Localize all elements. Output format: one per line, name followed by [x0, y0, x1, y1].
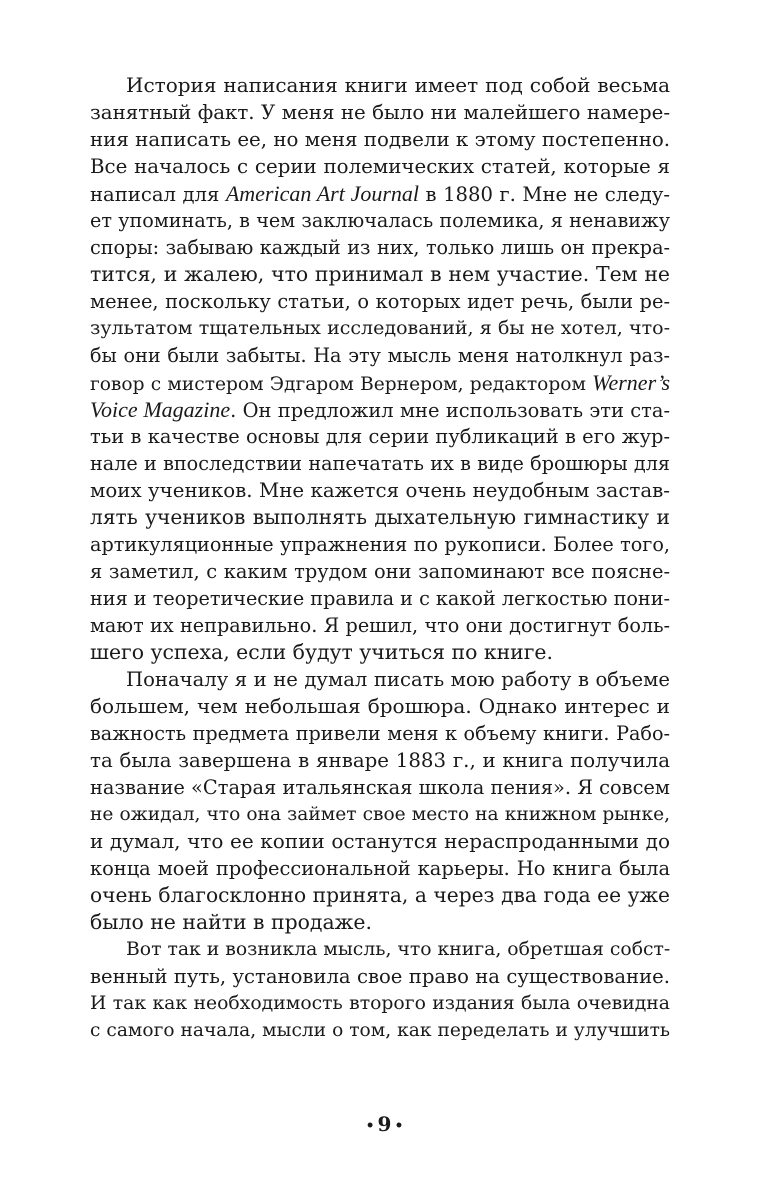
- text-line: [90, 882, 670, 909]
- text-segment: не ожидал, что она займет свое место на книжном рынке,: [90, 804, 670, 825]
- text-line: [90, 774, 670, 801]
- text-segment: шего успеха, если будут учиться по книге.: [90, 640, 553, 664]
- text-line: [90, 1017, 670, 1044]
- page-body: [90, 72, 670, 1044]
- text-segment: та была завершена в январе 1883 г., и книга получила: [90, 749, 670, 772]
- text-line: [90, 477, 670, 504]
- text-line: [90, 747, 670, 774]
- text-segment: И так как необходимость второго издания была очевидна: [90, 993, 670, 1014]
- text-line: [90, 963, 670, 990]
- text-segment: . Он предложил мне использовать эти ста-: [230, 399, 670, 422]
- text-segment: лять учеников выполнять дыхательную гимнастику и: [90, 505, 670, 529]
- text-segment: очень благосклонно принята, а через два года ее уже: [90, 883, 670, 907]
- text-line: [90, 936, 670, 963]
- page-number: [0, 1112, 769, 1136]
- text-segment: написал для: [90, 183, 226, 206]
- text-line: [90, 207, 670, 234]
- text-segment: венный путь, установила свое право на существование.: [90, 965, 670, 988]
- text-line: [90, 666, 670, 693]
- text-line: [90, 801, 670, 828]
- text-segment: ния и теоретические правила и с какой легкостью пони-: [90, 587, 670, 610]
- text-line: [90, 315, 670, 342]
- text-line: [90, 261, 670, 288]
- text-segment: было не найти в продаже.: [90, 910, 372, 934]
- text-line: [90, 828, 670, 855]
- text-line: [90, 612, 670, 639]
- text-line: [90, 693, 670, 720]
- text-segment: тится, и жалею, что принимал в нем участие. Тем не: [90, 262, 670, 286]
- text-segment: Вот так и возникла мысль, что книга, обретшая собст-: [126, 939, 671, 960]
- text-segment: Все началось с серии полемических статей, которые я: [90, 155, 670, 178]
- text-line: [90, 126, 670, 153]
- text-line: [90, 423, 670, 450]
- text-line: [90, 450, 670, 477]
- text-segment: менее, поскольку статьи, о которых идет речь, были ре-: [90, 290, 670, 313]
- text-line: [90, 396, 670, 423]
- text-line: [90, 909, 670, 936]
- text-segment: конца моей профессиональной карьеры. Но книга была: [90, 857, 670, 880]
- page-number-value: 9: [377, 1112, 392, 1136]
- text-segment: артикуляционные упражнения по рукописи. Более того,: [90, 533, 670, 556]
- text-segment: мают их неправильно. Я решил, что они достигнут боль-: [90, 614, 670, 637]
- text-segment: нале и впоследствии напечатать их в виде брошюры для: [90, 452, 670, 475]
- italic-title: Voice Magazine: [90, 397, 231, 422]
- text-segment: название «Старая итальянская школа пения». Я совсем: [90, 776, 670, 799]
- text-line: [90, 369, 670, 396]
- text-segment: ния написать ее, но меня подвели к этому постепенно.: [90, 128, 671, 151]
- text-segment: с самого начала, мысли о том, как переделать и улучшить: [90, 1020, 670, 1041]
- text-segment: бы они были забыты. На эту мысль меня натолкнул раз-: [90, 344, 670, 367]
- text-segment: важность предмета привели меня к объему книги. Рабо-: [90, 722, 670, 745]
- italic-title: American Art Journal: [225, 181, 420, 206]
- text-line: [90, 99, 670, 126]
- text-segment: моих учеников. Мне кажется очень неудобным застав-: [90, 479, 670, 502]
- text-segment: большем, чем небольшая брошюра. Однако интерес и: [90, 694, 670, 718]
- text-segment: споры: забываю каждый из них, только лишь он прекра-: [90, 236, 670, 259]
- text-segment: и думал, что ее копии останутся нераспроданными до: [90, 829, 670, 853]
- text-line: [90, 72, 670, 99]
- text-segment: говор с мистером Эдгаром Вернером, редактором: [90, 374, 593, 395]
- text-line: [90, 855, 670, 882]
- text-line: [90, 504, 670, 531]
- text-segment: в 1880 г. Мне не следу-: [419, 183, 670, 206]
- text-line: [90, 990, 670, 1017]
- text-segment: я заметил, с каким трудом они запоминают все поясне-: [90, 560, 670, 583]
- bullet-right-icon: •: [394, 1117, 404, 1134]
- text-line: [90, 153, 670, 180]
- text-line: [90, 180, 670, 207]
- text-segment: занятный факт. У меня не было ни малейшего намере-: [90, 101, 670, 124]
- text-segment: тьи в качестве основы для серии публикаций в его жур-: [90, 425, 670, 448]
- text-segment: зультатом тщательных исследований, я бы не хотел, что-: [90, 317, 670, 339]
- text-line: [90, 531, 670, 558]
- text-line: [90, 342, 670, 369]
- text-segment: ет упоминать, в чем заключалась полемика, я ненавижу: [90, 209, 670, 232]
- text-line: [90, 585, 670, 612]
- text-line: [90, 720, 670, 747]
- italic-title: Werner’s: [592, 370, 670, 395]
- text-line: [90, 639, 670, 666]
- text-line: [90, 558, 670, 585]
- text-segment: Поначалу я и не думал писать мою работу в объеме: [126, 668, 670, 691]
- bullet-left-icon: •: [365, 1117, 375, 1134]
- text-line: [90, 234, 670, 261]
- text-line: [90, 288, 670, 315]
- text-segment: История написания книги имеет под собой весьма: [126, 73, 670, 97]
